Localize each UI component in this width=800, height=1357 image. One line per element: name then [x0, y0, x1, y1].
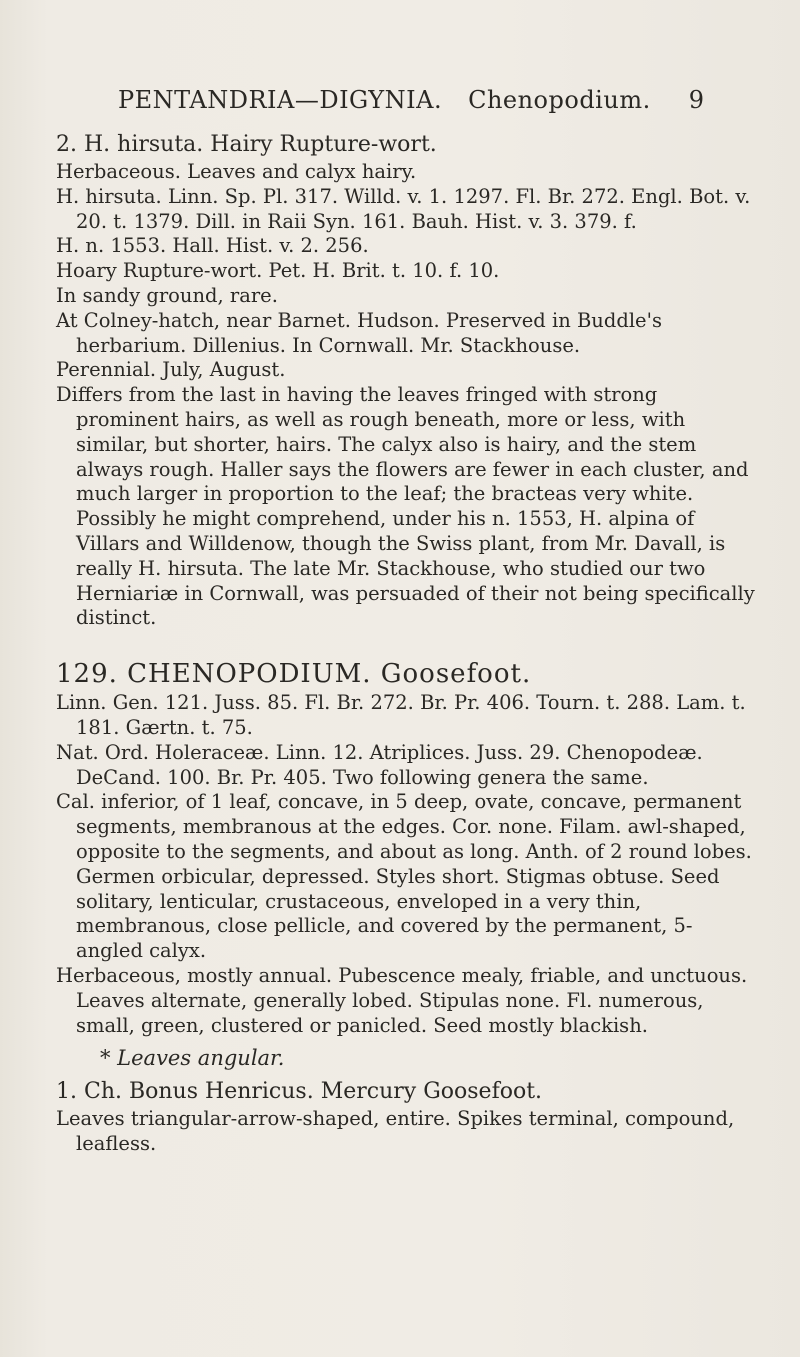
description-line: Herbaceous. Leaves and calyx hairy. — [56, 160, 417, 183]
page-number: 9 — [688, 86, 705, 114]
locality-line: At Colney-hatch, near Barnet. Hudson. Preserved in Buddle's herbarium. Dillenius. In Cornwall. Mr. Stackhouse. — [56, 308, 662, 357]
reference-line: H. n. 1553. Hall. Hist. v. 2. 256. — [56, 234, 369, 258]
running-title: PENTANDRIA—DIGYNIA. — [118, 86, 443, 114]
running-header — [118, 86, 738, 114]
habitat-line: In sandy ground, rare. — [56, 283, 278, 307]
section-mark: * Leaves angular. — [100, 1046, 285, 1071]
header-genus: Chenopodium. — [468, 86, 651, 114]
duration-line: Perennial. July, August. — [56, 358, 286, 382]
genus-heading: 129. CHENOPODIUM. Goosefoot. — [56, 659, 532, 690]
generic-character: Cal. inferior, of 1 leaf, concave, in 5 deep, ovate, concave, permanent segments, membranous at the edges. Cor. none. Filam. awl-shaped, opposite to the segments, and about as long. Anth. of 2 round lobes. Germen orbicular, depressed. Styles short. Stigmas obtuse. Seed solitary, lenticular, crustaceous, enveloped in a very thin, membranous, close pellicle, and covered by the permanent, 5-angled calyx. — [56, 790, 752, 963]
genus-reference: Linn. Gen. 121. Juss. 85. Fl. Br. 272. Br. Pr. 406. Tourn. t. 288. Lam. t. 181. Gærtn. t. 75. — [56, 691, 746, 739]
species-description: Leaves triangular-arrow-shaped, entire. Spikes terminal, compound, leafless. — [56, 1107, 735, 1155]
natural-order: Nat. Ord. Holeraceæ. Linn. 12. Atriplices. Juss. 29. Chenopodeæ. DeCand. 100. Br. Pr. 405. Two following genera the same. — [56, 740, 703, 789]
habit-description: Herbaceous, mostly annual. Pubescence mealy, friable, and unctuous. Leaves alternate, generally lobed. Stipulas none. Fl. numerous, small, green, clustered or panicled. Seed mostly blackish. — [56, 963, 748, 1037]
species-heading: 2. H. hirsuta. Hairy Rupture-wort. — [56, 132, 437, 157]
reference-line: H. hirsuta. Linn. Sp. Pl. 317. Willd. v. 1. 1297. Fl. Br. 272. Engl. Bot. v. 20. t. 1379. Dill. in Raii Syn. 161. Bauh. Hist. v. 3. 379. f. — [56, 184, 751, 233]
species-heading-2: 1. Ch. Bonus Henricus. Mercury Goosefoot. — [56, 1079, 543, 1105]
notes-paragraph: Differs from the last in having the leaves fringed with strong prominent hairs, as well as rough beneath, more or less, with similar, but shorter, hairs. The calyx also is hairy, and the stem always rough. Haller says the flowers are fewer in each cluster, and much larger in proportion to the leaf; the bracteas very white. Possibly he might comprehend, under his n. 1553, H. alpina of Villars and Willdenow, though the Swiss plant, from Mr. Davall, is really H. hirsuta. The late Mr. Stackhouse, who studied our two Herniariæ in Cornwall, was persuaded of their not being specifically distinct. — [56, 383, 755, 630]
page-body — [56, 130, 756, 1157]
reference-line: Hoary Rupture-wort. Pet. H. Brit. t. 10. f. 10. — [56, 259, 500, 283]
